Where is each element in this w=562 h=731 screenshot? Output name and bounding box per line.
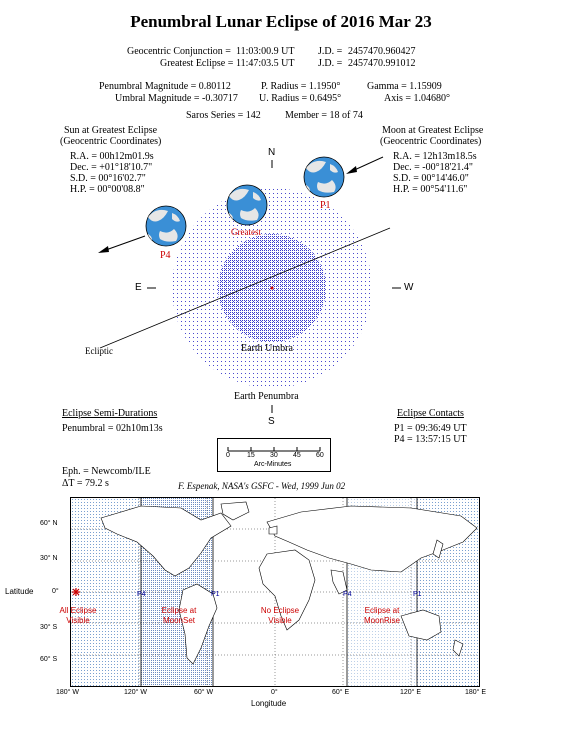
sun-subheading: (Geocentric Coordinates) — [60, 136, 162, 147]
latitude-title: Latitude — [5, 587, 34, 596]
scale-tick-15: 15 — [247, 452, 255, 459]
conjunction-label: Geocentric Conjunction = — [127, 46, 231, 57]
zone-none-line2: Visible — [268, 616, 292, 625]
greatest-jd: 2457470.991012 — [348, 58, 416, 69]
delta-t: ΔT = 79.2 s — [62, 478, 109, 489]
greatest-moon-label: Greatest — [231, 227, 261, 237]
penumbral-duration: Penumbral = 02h10m13s — [62, 423, 163, 434]
umbral-radius: U. Radius = 0.6495° — [259, 93, 342, 104]
penumbral-magnitude: Penumbral Magnitude = 0.80112 — [99, 81, 231, 92]
saros-series: Saros Series = 142 — [186, 110, 261, 121]
conjunction-jd: 2457470.960427 — [348, 46, 416, 57]
longitude-title: Longitude — [251, 699, 287, 708]
lon-tick-0: 0° — [271, 689, 278, 696]
map-p4-label: P4 — [137, 591, 146, 598]
lat-tick-60n: 60° N — [40, 520, 58, 527]
zone-all-visible — [55, 606, 101, 626]
scale-tick-45: 45 — [293, 452, 301, 459]
zone-all-line1: All Eclipse — [59, 606, 97, 615]
scale-tick-0: 0 — [226, 452, 230, 459]
p4-label: P4 — [160, 250, 171, 261]
lon-tick-120w: 120° W — [124, 689, 148, 696]
page-title: Penumbral Lunar Eclipse of 2016 Mar 23 — [130, 12, 432, 31]
arcminute-scale — [217, 438, 331, 472]
p1-label: P1 — [320, 200, 331, 211]
sublunar-point — [72, 588, 80, 596]
lat-tick-0: 0° — [52, 588, 59, 595]
zone-set-line2: MoonSet — [162, 616, 196, 625]
shadow-center — [271, 287, 274, 290]
lat-tick-60s: 60° S — [40, 656, 58, 663]
axis-value: Axis = 1.04680° — [384, 93, 451, 104]
zone-set-line1: Eclipse at — [161, 606, 197, 615]
exit-arrow — [98, 236, 145, 253]
map-p1-label: P1 — [211, 591, 220, 598]
entry-arrow — [346, 157, 383, 174]
moon-p1 — [304, 157, 344, 197]
credit-line: F. Espenak, NASA's GSFC - Wed, 1999 Jun 02 — [178, 481, 346, 491]
conjunction-jd-label: J.D. = — [318, 46, 343, 57]
zone-none — [255, 606, 305, 626]
zone-moonset — [155, 606, 203, 626]
moon-sd: S.D. = 00°14'46.0" — [393, 173, 469, 184]
greatest-label: Greatest Eclipse = — [160, 58, 234, 69]
east-label: E — [135, 282, 142, 293]
sun-heading: Sun at Greatest Eclipse — [64, 125, 158, 136]
map-p1-rise-label: P1 — [413, 591, 422, 598]
saros-member: Member = 18 of 74 — [285, 110, 363, 121]
zone-moonrise — [357, 606, 407, 626]
penumbral-radius: P. Radius = 1.1950° — [261, 81, 341, 92]
umbra-label: Earth Umbra — [241, 343, 293, 354]
lon-tick-180e: 180° E — [465, 689, 487, 696]
penumbra-label: Earth Penumbra — [234, 391, 299, 402]
zone-rise-line1: Eclipse at — [364, 606, 400, 615]
north-label: N — [268, 147, 276, 158]
lat-tick-30s: 30° S — [40, 624, 58, 631]
zone-rise-line2: MoonRise — [363, 616, 400, 625]
contact-p4: P4 = 13:57:15 UT — [394, 434, 467, 445]
umbral-magnitude: Umbral Magnitude = -0.30717 — [115, 93, 238, 104]
greatest-jd-label: J.D. = — [318, 58, 343, 69]
lon-tick-180w: 180° W — [56, 689, 80, 696]
moon-subheading: (Geocentric Coordinates) — [380, 136, 482, 147]
scale-tick-60: 60 — [316, 452, 324, 459]
sun-dec: Dec. = +01°18'10.7" — [70, 162, 153, 173]
lon-tick-120e: 120° E — [400, 689, 422, 696]
lat-tick-30n: 30° N — [40, 555, 58, 562]
visibility-map — [59, 497, 480, 687]
ecliptic-label: Ecliptic — [85, 346, 113, 356]
lon-tick-60w: 60° W — [194, 689, 214, 696]
zone-all-line2: Visible — [66, 616, 90, 625]
zone-none-line1: No Eclipse — [260, 606, 300, 615]
moon-hp: H.P. = 00°54'11.6" — [393, 184, 468, 195]
sun-ra: R.A. = 00h12m01.9s — [70, 151, 154, 162]
gamma-value: Gamma = 1.15909 — [367, 81, 442, 92]
scale-label: Arc-Minutes — [254, 461, 292, 468]
greatest-time: 11:47:03.5 UT — [236, 58, 295, 69]
contacts-heading: Eclipse Contacts — [397, 408, 464, 419]
moon-dec: Dec. = -00°18'21.4" — [393, 162, 473, 173]
greenland-outline — [221, 502, 249, 520]
conjunction-time: 11:03:00.9 UT — [236, 46, 295, 57]
durations-heading: Eclipse Semi-Durations — [62, 408, 158, 419]
scale-tick-30: 30 — [270, 452, 278, 459]
south-label: S — [268, 416, 275, 427]
sun-hp: H.P. = 00°00'08.8" — [70, 184, 145, 195]
lon-tick-60e: 60° E — [332, 689, 350, 696]
contact-p1: P1 = 09:36:49 UT — [394, 423, 467, 434]
moon-greatest — [227, 185, 267, 225]
moon-p4 — [146, 206, 186, 246]
west-label: W — [404, 282, 414, 293]
moon-heading: Moon at Greatest Eclipse — [382, 125, 484, 136]
moon-ra: R.A. = 12h13m18.5s — [393, 151, 477, 162]
sun-sd: S.D. = 00°16'02.7" — [70, 173, 146, 184]
ephemeris: Eph. = Newcomb/ILE — [62, 466, 151, 477]
map-p4-rise-label: P4 — [343, 591, 352, 598]
